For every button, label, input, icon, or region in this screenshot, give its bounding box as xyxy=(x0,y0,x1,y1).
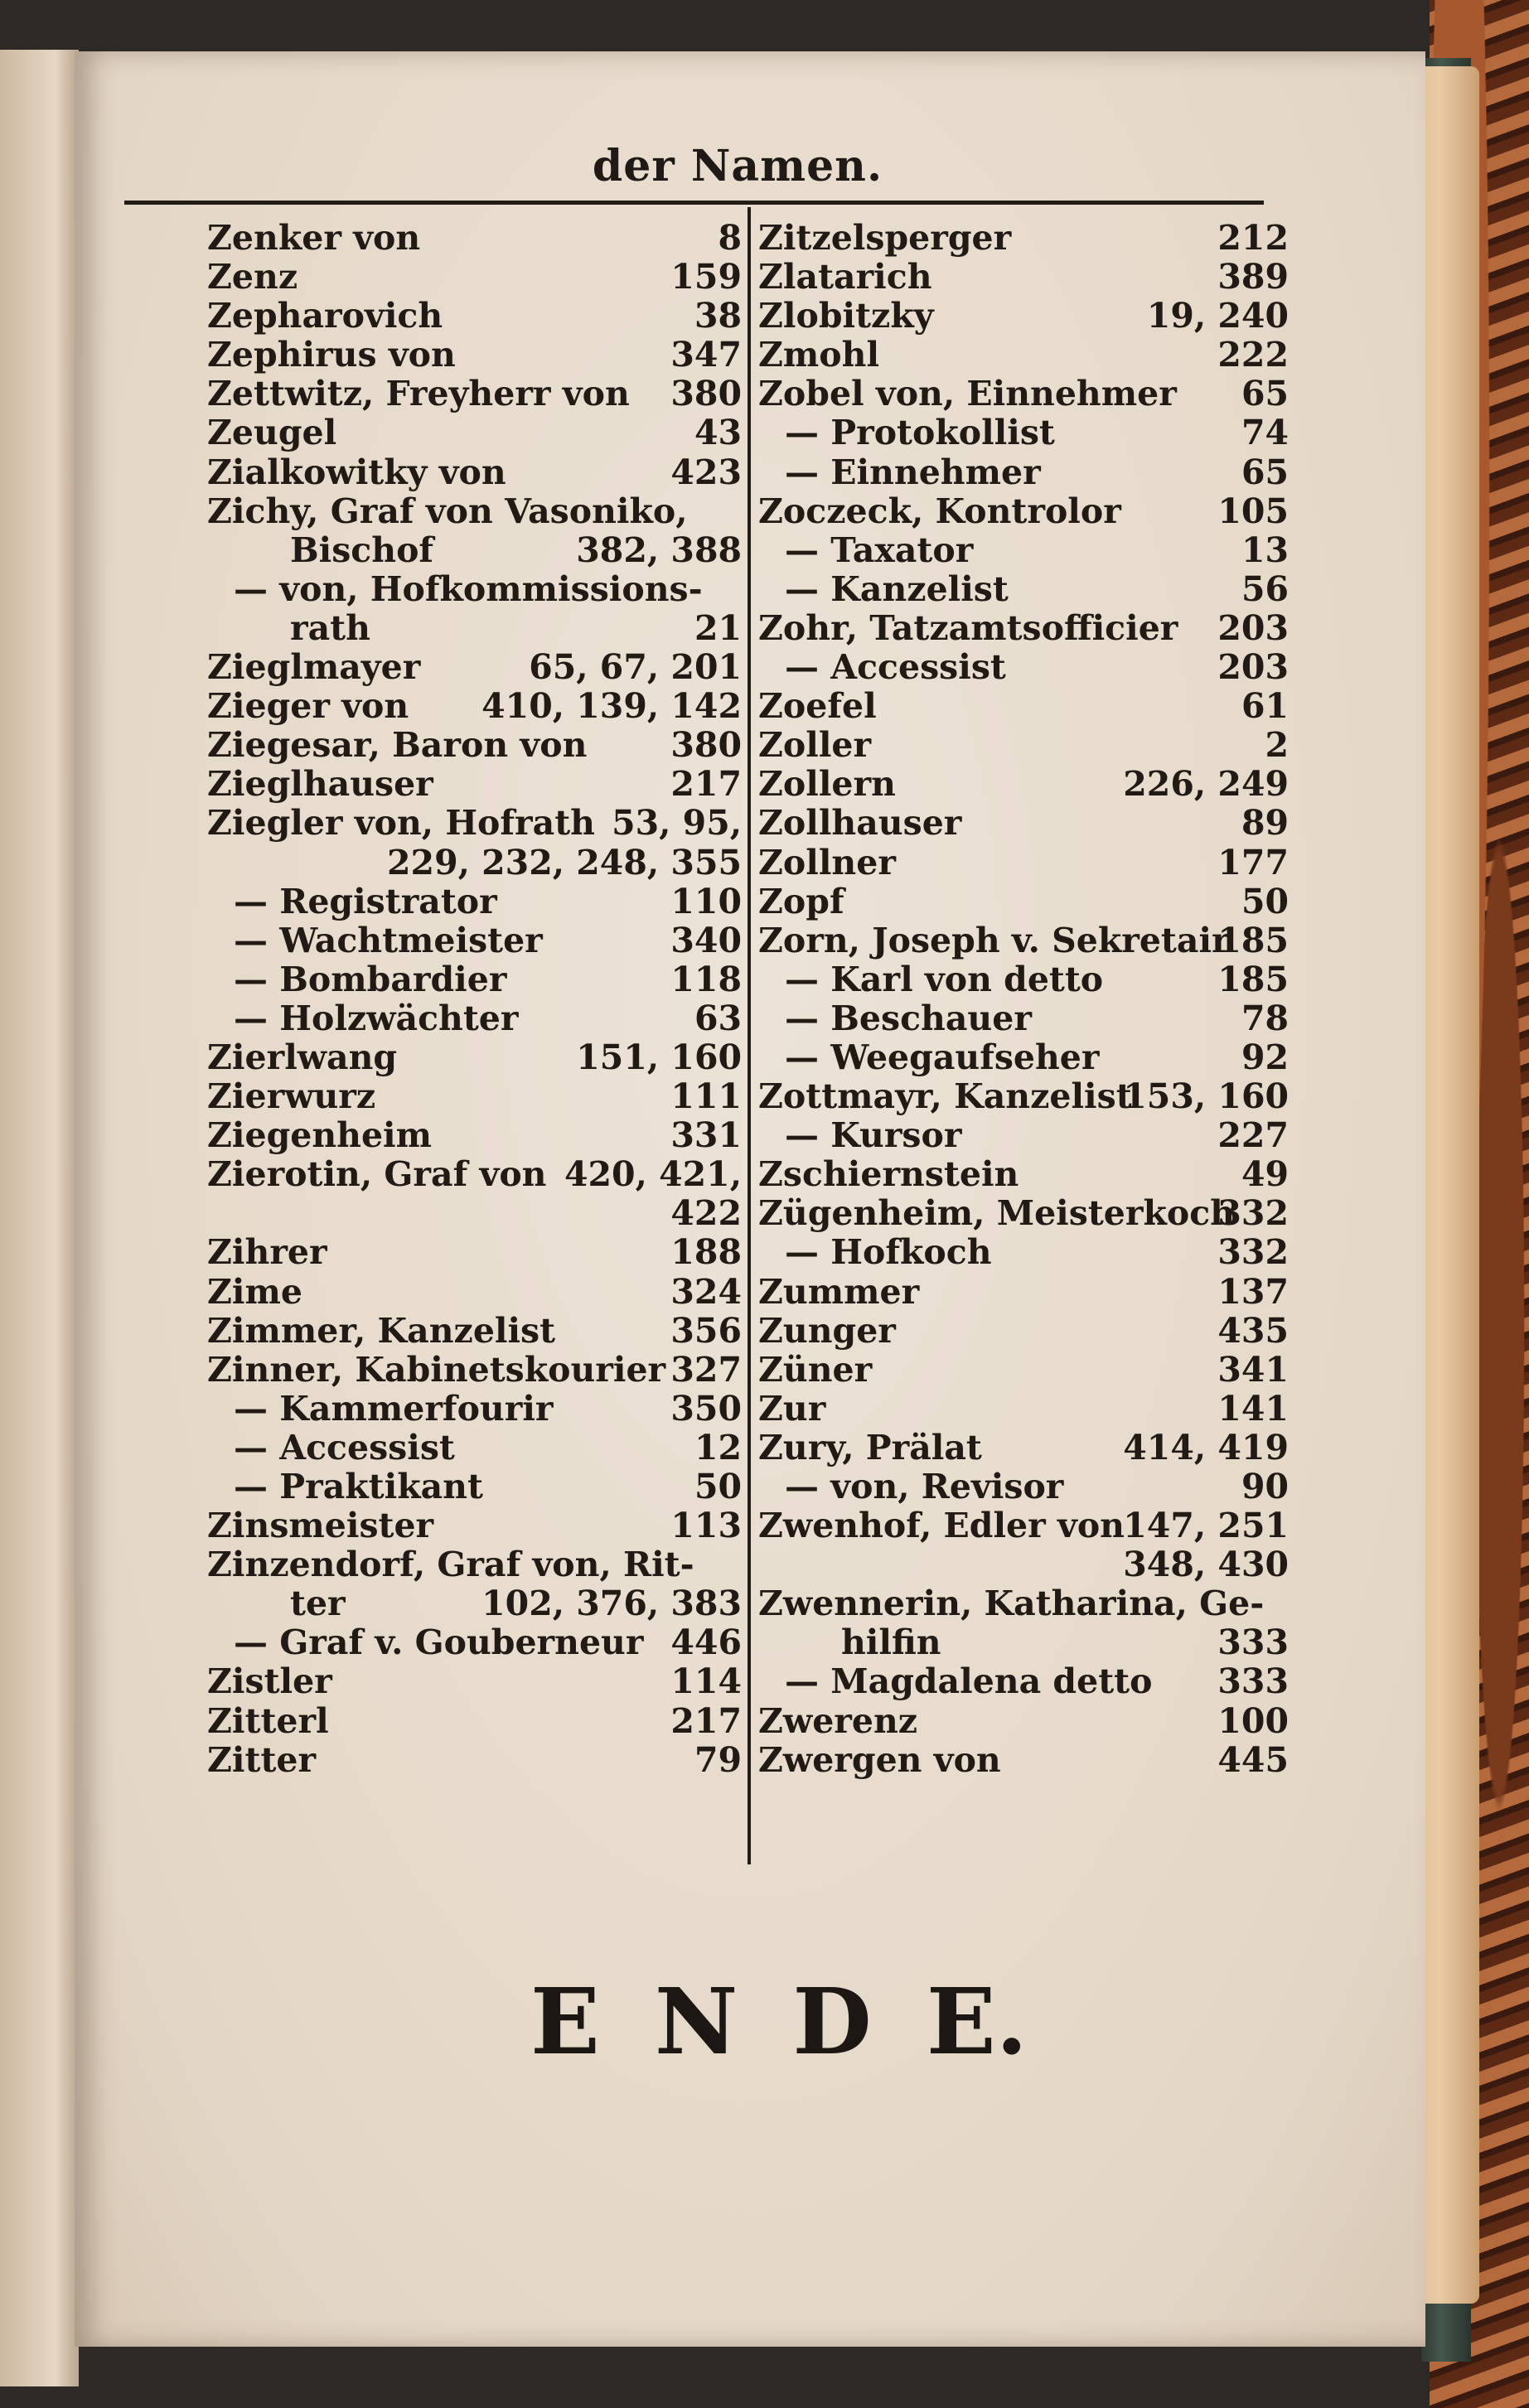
entry-name: Zwerenz xyxy=(758,1700,918,1741)
index-entry xyxy=(207,1155,742,1194)
entry-pages: 347 xyxy=(670,335,742,375)
entry-name: Zieglmayer xyxy=(207,647,421,688)
index-entry xyxy=(207,1038,742,1077)
index-entry xyxy=(758,882,1289,921)
index-entry xyxy=(758,648,1289,687)
index-entry xyxy=(758,765,1289,804)
entry-name: rath xyxy=(290,607,370,648)
entry-name: Ziegler von, Hofrath xyxy=(207,803,595,844)
entry-name: Zügenheim, Meisterkoch xyxy=(758,1193,1235,1234)
entry-pages: 341 xyxy=(1217,1349,1289,1390)
index-entry xyxy=(207,765,742,804)
entry-name: — Registrator xyxy=(234,881,497,921)
index-entry xyxy=(207,687,742,726)
entry-pages: 380 xyxy=(670,725,742,766)
entry-pages: 50 xyxy=(694,1467,742,1506)
entry-name: Zwergen von xyxy=(758,1739,1001,1780)
entry-pages: 43 xyxy=(694,413,742,453)
index-entry xyxy=(758,1429,1289,1468)
entry-name: Zieger von xyxy=(207,686,409,727)
index-entry xyxy=(758,844,1289,882)
entry-name: — Protokollist xyxy=(785,413,1055,453)
entry-pages: 331 xyxy=(670,1115,742,1156)
entry-pages: 49 xyxy=(1241,1154,1289,1195)
index-entry xyxy=(207,960,742,999)
entry-name: Zierwurz xyxy=(207,1076,376,1117)
entry-name: Ziegesar, Baron von xyxy=(207,725,588,766)
entry-name: Zieglhauser xyxy=(207,764,433,805)
index-entry xyxy=(758,1390,1289,1429)
index-entry xyxy=(207,1506,742,1545)
entry-name: Ziegenheim xyxy=(207,1115,433,1156)
entry-name: — Accessist xyxy=(234,1427,455,1468)
entry-name: Zohr, Tatzamtsofficier xyxy=(758,607,1178,648)
entry-pages: 422 xyxy=(670,1193,742,1234)
entry-pages: 63 xyxy=(694,998,742,1038)
entry-name: hilfin xyxy=(841,1622,941,1663)
entry-pages: 185 xyxy=(1217,959,1289,999)
index-entry xyxy=(758,1038,1289,1077)
entry-pages: 327 xyxy=(670,1349,742,1390)
entry-name: Zimmer, Kanzelist xyxy=(207,1310,556,1351)
column-divider xyxy=(748,207,751,1864)
entry-name: Zenz xyxy=(207,257,298,297)
index-entry xyxy=(207,648,742,687)
entry-pages: 333 xyxy=(1217,1622,1289,1663)
entry-name: Zialkowitky von xyxy=(207,452,506,492)
entry-pages: 19, 240 xyxy=(1146,296,1289,336)
entry-pages: 332 xyxy=(1217,1193,1289,1234)
entry-pages: 118 xyxy=(670,959,742,999)
entry-name: Zlobitzky xyxy=(758,296,934,336)
index-column-right xyxy=(758,219,1289,1780)
index-entry xyxy=(207,882,742,921)
entry-pages: 13 xyxy=(1241,529,1289,570)
entry-pages: 217 xyxy=(670,764,742,805)
index-entry xyxy=(758,453,1289,492)
facing-page-edge xyxy=(0,50,79,2386)
entry-name: Zwennerin, Katharina, Ge- xyxy=(758,1584,1265,1624)
index-entry xyxy=(207,258,742,297)
index-entry xyxy=(758,1468,1289,1506)
entry-name: Zlatarich xyxy=(758,257,932,297)
entry-pages: 38 xyxy=(694,296,742,336)
entry-name: — Hofkoch xyxy=(785,1232,992,1273)
entry-name: Zephirus von xyxy=(207,335,456,375)
entry-pages: 61 xyxy=(1241,686,1289,727)
entry-pages: 102, 376, 383 xyxy=(481,1584,742,1624)
index-entry xyxy=(207,844,742,882)
entry-name: Zwenhof, Edler von xyxy=(758,1506,1125,1546)
entry-pages: 151, 160 xyxy=(576,1037,742,1077)
entry-name: Zihrer xyxy=(207,1232,327,1273)
index-entry xyxy=(758,1312,1289,1351)
index-entry xyxy=(207,219,742,258)
index-entry xyxy=(758,258,1289,297)
entry-name: Zeugel xyxy=(207,413,337,453)
entry-pages: 380 xyxy=(670,374,742,414)
entry-pages: 340 xyxy=(670,920,742,960)
index-entry xyxy=(758,219,1289,258)
entry-pages: 333 xyxy=(1217,1661,1289,1702)
entry-name: Bischof xyxy=(290,529,434,570)
index-entry xyxy=(758,1077,1289,1116)
entry-pages: 105 xyxy=(1217,491,1289,531)
entry-pages: 435 xyxy=(1217,1310,1289,1351)
index-entry xyxy=(207,1077,742,1116)
index-entry xyxy=(207,1584,742,1623)
index-entry xyxy=(207,1545,742,1584)
entry-pages: 446 xyxy=(670,1622,742,1663)
index-entry xyxy=(758,531,1289,570)
index-entry xyxy=(758,804,1289,843)
entry-pages: 12 xyxy=(694,1427,742,1468)
entry-pages: 414, 419 xyxy=(1123,1427,1289,1468)
entry-pages: 53, 95, xyxy=(612,803,742,844)
entry-name: Zollern xyxy=(758,764,896,805)
index-entry xyxy=(758,1155,1289,1194)
entry-pages: 111 xyxy=(670,1076,742,1117)
entry-name: Zunger xyxy=(758,1310,896,1351)
entry-name: Zoczeck, Kontrolor xyxy=(758,491,1121,531)
index-entry xyxy=(758,609,1289,648)
index-entry xyxy=(758,413,1289,452)
index-entry xyxy=(207,726,742,765)
entry-name: Zoller xyxy=(758,725,872,766)
index-entry xyxy=(758,375,1289,413)
entry-pages: 56 xyxy=(1241,568,1289,609)
entry-pages: 227 xyxy=(1217,1115,1289,1156)
entry-name: ter xyxy=(290,1584,346,1624)
entry-pages: 78 xyxy=(1241,998,1289,1038)
entry-pages: 79 xyxy=(694,1739,742,1780)
entry-pages: 217 xyxy=(670,1700,742,1741)
entry-name: — Accessist xyxy=(785,647,1006,688)
entry-name: Zitter xyxy=(207,1739,317,1780)
entry-name: — von, Hofkommissions- xyxy=(234,568,703,609)
entry-name: Zmohl xyxy=(758,335,880,375)
entry-pages: 229, 232, 248, 355 xyxy=(387,842,742,882)
entry-name: Zichy, Graf von Vasoniko, xyxy=(207,491,688,531)
index-entry xyxy=(207,1623,742,1662)
entry-pages: 445 xyxy=(1217,1739,1289,1780)
header-rule xyxy=(124,201,1264,205)
index-entry xyxy=(758,570,1289,609)
index-entry xyxy=(758,726,1289,765)
index-entry xyxy=(758,1233,1289,1272)
entry-pages: 89 xyxy=(1241,803,1289,844)
entry-name: — Einnehmer xyxy=(785,452,1041,492)
entry-name: Zettwitz, Freyherr von xyxy=(207,374,630,414)
index-entry xyxy=(207,999,742,1038)
entry-name: Zur xyxy=(758,1388,826,1429)
entry-name: — Beschauer xyxy=(785,998,1032,1038)
entry-name: Zoefel xyxy=(758,686,877,727)
entry-name: Zschiernstein xyxy=(758,1154,1019,1195)
entry-pages: 423 xyxy=(670,452,742,492)
entry-pages: 177 xyxy=(1217,842,1289,882)
index-entry xyxy=(207,1116,742,1155)
entry-name: — Holzwächter xyxy=(234,998,519,1038)
entry-pages: 332 xyxy=(1217,1232,1289,1273)
entry-pages: 114 xyxy=(670,1661,742,1702)
entry-name: Zury, Prälat xyxy=(758,1427,982,1468)
entry-pages: 100 xyxy=(1217,1700,1289,1741)
entry-name: — von, Revisor xyxy=(785,1467,1064,1506)
entry-name: Zinzendorf, Graf von, Rit- xyxy=(207,1545,694,1585)
ende-letter: E xyxy=(530,1968,600,2075)
entry-pages: 226, 249 xyxy=(1123,764,1289,805)
entry-name: Zitterl xyxy=(207,1700,329,1741)
ende-letter: D xyxy=(792,1968,872,2075)
entry-name: Zinner, Kabinetskourier xyxy=(207,1349,666,1390)
index-entry xyxy=(207,1390,742,1429)
entry-name: — Magdalena detto xyxy=(785,1661,1153,1702)
index-entry xyxy=(758,1116,1289,1155)
entry-name: — Karl von detto xyxy=(785,959,1104,999)
entry-name: Zobel von, Einnehmer xyxy=(758,374,1177,414)
entry-name: — Wachtmeister xyxy=(234,920,543,960)
entry-name: Zierlwang xyxy=(207,1037,398,1077)
ende-letter: E. xyxy=(926,1968,1028,2075)
entry-name: Zummer xyxy=(758,1271,920,1312)
entry-pages: 113 xyxy=(670,1506,742,1546)
index-entry xyxy=(758,921,1289,960)
index-entry xyxy=(207,453,742,492)
index-entry xyxy=(207,531,742,570)
entry-pages: 8 xyxy=(718,218,742,258)
index-entry xyxy=(207,1351,742,1390)
index-entry xyxy=(758,1702,1289,1741)
entry-name: Zierotin, Graf von xyxy=(207,1154,547,1195)
index-entry xyxy=(758,1351,1289,1390)
index-entry xyxy=(207,804,742,843)
index-entry xyxy=(758,1506,1289,1545)
entry-pages: 324 xyxy=(670,1271,742,1312)
index-entry xyxy=(758,1584,1289,1623)
index-entry xyxy=(758,1741,1289,1780)
index-entry xyxy=(207,336,742,375)
entry-pages: 420, 421, xyxy=(564,1154,742,1195)
index-entry xyxy=(758,1273,1289,1312)
entry-name: Zinsmeister xyxy=(207,1506,434,1546)
entry-name: Zenker von xyxy=(207,218,421,258)
entry-pages: 203 xyxy=(1217,647,1289,688)
index-entry xyxy=(758,336,1289,375)
entry-name: — Kursor xyxy=(785,1115,962,1156)
index-entry xyxy=(207,297,742,336)
entry-pages: 65 xyxy=(1241,452,1289,492)
entry-pages: 110 xyxy=(670,881,742,921)
entry-pages: 92 xyxy=(1241,1037,1289,1077)
index-entry xyxy=(207,1468,742,1506)
page-header: der Namen. xyxy=(592,141,883,191)
entry-pages: 141 xyxy=(1217,1388,1289,1429)
index-entry xyxy=(207,375,742,413)
index-entry xyxy=(207,1429,742,1468)
entry-pages: 222 xyxy=(1217,335,1289,375)
index-entry xyxy=(207,1273,742,1312)
entry-name: — Kammerfourir xyxy=(234,1388,554,1429)
entry-name: — Kanzelist xyxy=(785,568,1009,609)
index-entry xyxy=(758,1545,1289,1584)
index-entry xyxy=(207,1741,742,1780)
entry-name: Zepharovich xyxy=(207,296,443,336)
entry-pages: 2 xyxy=(1265,725,1289,766)
entry-name: Zitzelsperger xyxy=(758,218,1012,258)
entry-name: Zollner xyxy=(758,842,896,882)
index-entry xyxy=(207,1662,742,1701)
entry-pages: 348, 430 xyxy=(1123,1545,1289,1585)
index-entry xyxy=(758,687,1289,726)
entry-name: — Taxator xyxy=(785,529,974,570)
entry-name: Zottmayr, Kanzelist xyxy=(758,1076,1132,1117)
index-column-left xyxy=(207,219,742,1780)
ende-letter: N xyxy=(654,1968,738,2075)
index-entry xyxy=(207,570,742,609)
entry-pages: 188 xyxy=(670,1232,742,1273)
index-entry xyxy=(758,960,1289,999)
index-entry xyxy=(207,609,742,648)
entry-pages: 350 xyxy=(670,1388,742,1429)
index-entry xyxy=(207,413,742,452)
entry-pages: 137 xyxy=(1217,1271,1289,1312)
entry-name: Zorn, Joseph v. Sekretair xyxy=(758,920,1230,960)
entry-pages: 90 xyxy=(1241,1467,1289,1506)
entry-name: Züner xyxy=(758,1349,873,1390)
index-entry xyxy=(207,1702,742,1741)
entry-pages: 153, 160 xyxy=(1123,1076,1289,1117)
entry-pages: 356 xyxy=(670,1310,742,1351)
entry-pages: 410, 139, 142 xyxy=(481,686,742,727)
entry-pages: 382, 388 xyxy=(576,529,742,570)
index-entry xyxy=(207,492,742,531)
ende-footer xyxy=(530,1968,1028,2075)
index-entry xyxy=(758,1662,1289,1701)
entry-name: — Bombardier xyxy=(234,959,507,999)
entry-pages: 212 xyxy=(1217,218,1289,258)
entry-name: — Weegaufseher xyxy=(785,1037,1100,1077)
index-entry xyxy=(758,297,1289,336)
index-entry xyxy=(758,1623,1289,1662)
entry-pages: 21 xyxy=(694,607,742,648)
index-entry xyxy=(207,1233,742,1272)
entry-pages: 389 xyxy=(1217,257,1289,297)
entry-pages: 65, 67, 201 xyxy=(529,647,742,688)
index-entry xyxy=(758,1194,1289,1233)
entry-pages: 203 xyxy=(1217,607,1289,648)
entry-name: — Graf v. Gouberneur xyxy=(234,1622,644,1663)
entry-pages: 65 xyxy=(1241,374,1289,414)
entry-name: Zime xyxy=(207,1271,302,1312)
entry-pages: 185 xyxy=(1217,920,1289,960)
index-entry xyxy=(207,1312,742,1351)
entry-pages: 50 xyxy=(1241,881,1289,921)
entry-name: Zistler xyxy=(207,1661,332,1702)
entry-name: Zollhauser xyxy=(758,803,962,844)
entry-pages: 159 xyxy=(670,257,742,297)
index-entry xyxy=(758,999,1289,1038)
index-entry xyxy=(207,1194,742,1233)
entry-name: — Praktikant xyxy=(234,1467,483,1506)
index-entry xyxy=(207,921,742,960)
index-entry xyxy=(758,492,1289,531)
entry-name: Zopf xyxy=(758,881,844,921)
entry-pages: 74 xyxy=(1241,413,1289,453)
entry-pages: 147, 251 xyxy=(1123,1506,1289,1546)
